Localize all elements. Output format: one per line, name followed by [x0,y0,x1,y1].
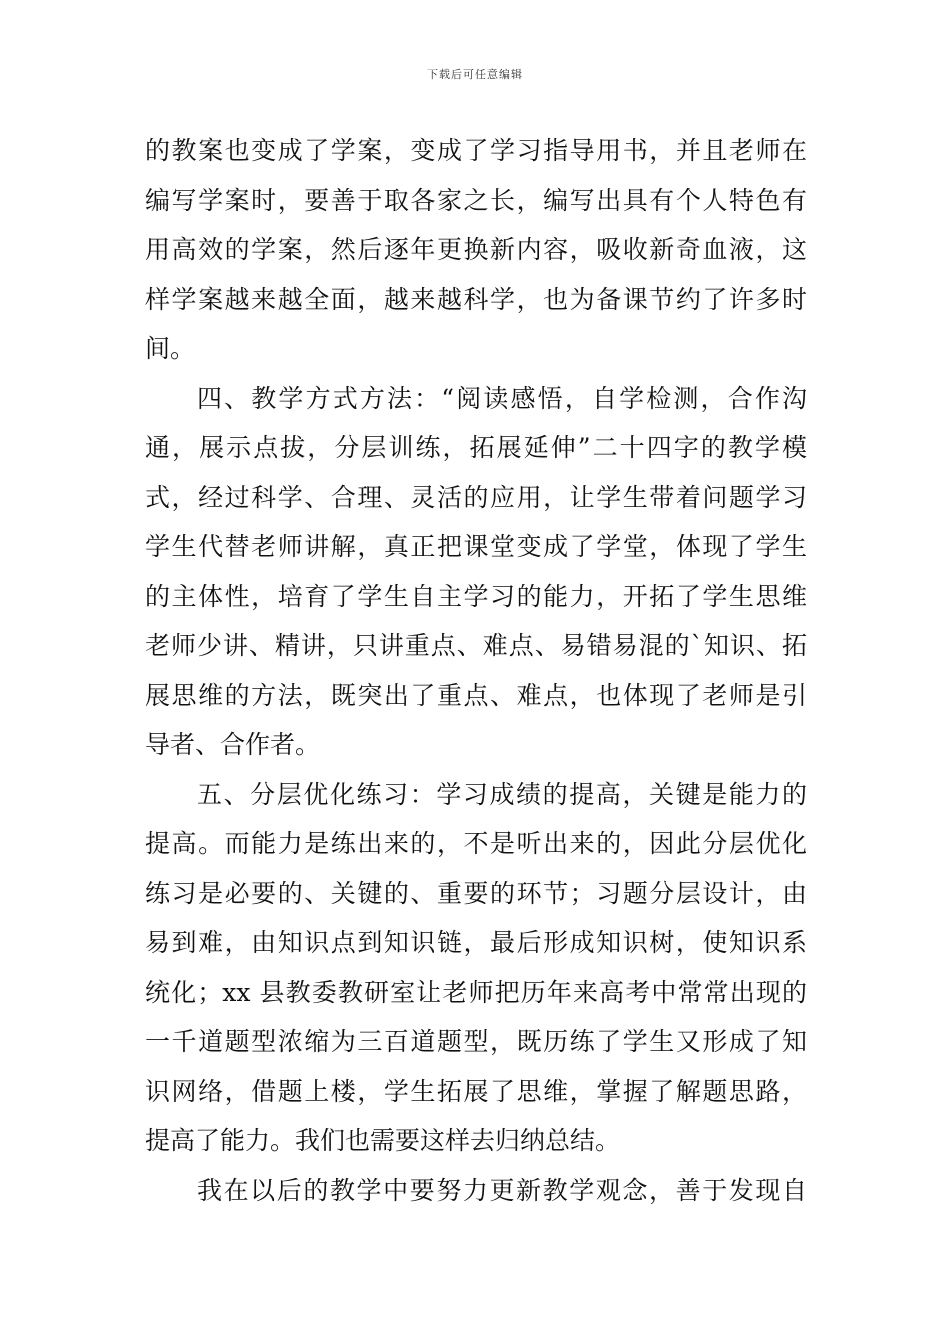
header-note: 下载后可任意编辑 [427,68,523,81]
text-line: 统化；xx 县教委教研室让老师把历年来高考中常常出现的 [145,977,807,1007]
text-line: 一千道题型浓缩为三百道题型，既历练了学生又形成了知 [145,1027,807,1056]
text-line: 练习是必要的、关键的、重要的环节；习题分层设计，由 [145,878,807,908]
text-line: 编写学案时，要善于取各家之长，编写出具有个人特色有 [145,185,807,215]
text-line: 五、分层优化练习：学习成绩的提高，关键是能力的 [197,779,807,809]
text-line: 样学案越来越全面，越来越科学，也为备课节约了许多时 [145,284,807,314]
text-line: 易到难，由知识点到知识链，最后形成知识树，使知识系 [145,928,807,957]
text-line: 老师少讲、精讲，只讲重点、难点、易错易混的`知识、拓 [145,631,807,660]
text-line: 展思维的方法，既突出了重点、难点，也体现了老师是引 [145,680,807,710]
text-line: 提高了能力。我们也需要这样去归纳总结。 [145,1126,621,1155]
text-line: 通，展示点拔，分层训练，拓展延伸”二十四字的教学模 [145,433,807,462]
text-line: 的教案也变成了学案，变成了学习指导用书，并且老师在 [145,136,807,165]
text-line: 识网络，借题上楼，学生拓展了思维，掌握了解题思路， [145,1076,807,1106]
text-line: 提高。而能力是练出来的，不是听出来的，因此分层优化 [145,829,807,858]
document-body [145,126,807,1215]
text-line: 的主体性，培育了学生自主学习的能力，开拓了学生思维 [145,581,807,611]
text-line: 导者、合作者。 [145,730,321,759]
text-line: 我在以后的教学中要努力更新教学观念，善于发现自 [197,1175,807,1205]
text-line: 用高效的学案，然后逐年更换新内容，吸收新奇血液，这 [145,235,807,264]
text-line: 四、教学方式方法：“阅读感悟，自学检测，合作沟 [197,383,807,413]
text-line: 式，经过科学、合理、灵活的应用，让学生带着问题学习 [145,482,807,512]
text-line: 间。 [145,334,196,363]
text-line: 学生代替老师讲解，真正把课堂变成了学堂，体现了学生 [145,532,807,561]
